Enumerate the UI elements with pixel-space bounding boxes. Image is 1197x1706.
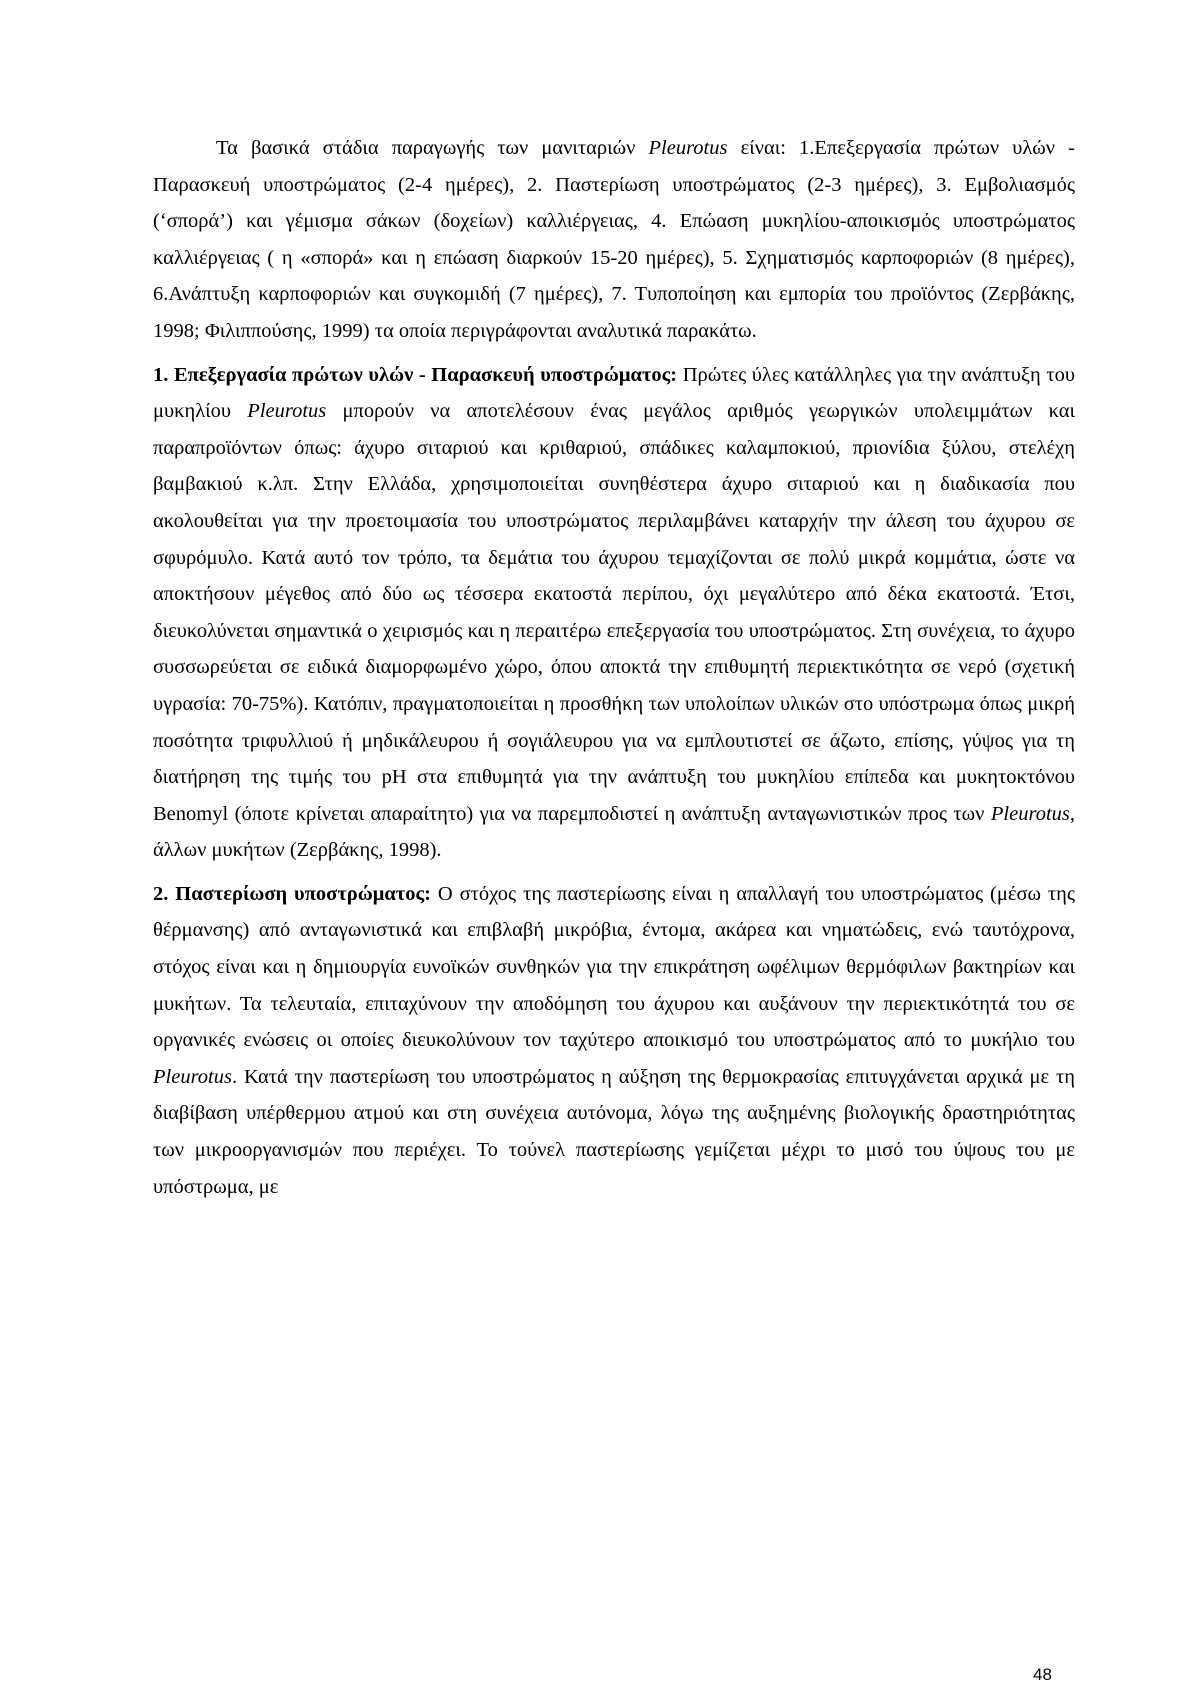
section-1-text-3: , άλλων μυκήτων (Ζερβάκης, 1998). [153,802,1075,862]
section-1-heading: 1. Επεξεργασία πρώτων υλών - Παρασκευή υποστρώματος: [153,363,678,386]
genus-name: Pleurotus [247,400,327,423]
section-1-text-2: μπορούν να αποτελέσουν ένας μεγάλος αριθμός γεωργικών υπολειμμάτων και παραπροϊόντων όπως: άχυρο σιταριού και κριθαριού, σπάδικες καλαμποκιού, πριονίδια ξύλου, στελέχη βαμβακιού κ.λπ. Στην Ελλάδα, χρησιμοποιείται συνηθέστερα άχυρο σιταριού και η διαδικασία που ακολουθείται για την προετοιμασία του υποστρώματος περιλαμβάνει καταρχήν την άλεση του άχυρου σε σφυρόμυλο. Κατά αυτό τον τρόπο, τα δεμάτια του άχυρου τεμαχίζονται σε πολύ μικρά κομμάτια, ώστε να αποκτήσουν μέγεθος από δύο ως τέσσερα εκατοστά περίπου, όχι μεγαλύτερο από δέκα εκατοστά. Έτσι, διευκολύνεται σημαντικά ο χειρισμός και η περαιτέρω επεξεργασία του υποστρώματος. Στη συνέχεια, το άχυρο συσσωρεύεται σε ειδικά διαμορφωμένο χώρο, όπου αποκτά την επιθυμητή περιεκτικότητα σε νερό (σχετική υγρασία: 70-75%). Κατόπιν, πραγματοποιείται η προσθήκη των υπολοίπων υλικών στο υπόστρωμα όπως μικρή ποσότητα τριφυλλιού ή μηδικάλευρου ή σογιάλευρου για να εμπλουτιστεί σε άζωτο, επίσης, γύψος για τη διατήρηση της τιμής του pH στα επιθυμητά για την ανάπτυξη του μυκηλίου επίπεδα και μυκητοκτόνου Benomyl (όποτε κρίνεται απαραίτητο) για να παρεμποδιστεί η ανάπτυξη ανταγωνιστικών προς των [153,400,1076,825]
section-1-text-1: Πρώτες ύλες κατάλληλες για την ανάπτυξη του μυκηλίου [153,363,1075,423]
section-1-paragraph [153,357,1075,869]
intro-paragraph [153,130,1075,350]
genus-name: Pleurotus [153,1065,232,1088]
section-2-text-1: Ο στόχος της παστερίωσης είναι η απαλλαγή του υποστρώματος (μέσω της θέρμανσης) από ανταγωνιστικά και επιβλαβή μικρόβια, έντομα, ακάρεα και νηματώδεις, ενώ ταυτόχρονα, στόχος είναι και η δημιουργία ευνοϊκών συνθηκών για την επικράτηση ωφέλιμων θερμόφιλων βακτηρίων και μυκήτων. Τα τελευταία, επιταχύνουν την αποδόμηση του άχυρου και αυξάνουν την περιεκτικότητά του σε οργανικές ενώσεις οι οποίες διευκολύνουν τον ταχύτερο αποικισμό του υποστρώματος από το μυκήλιο του [153,882,1076,1052]
section-2-text-2: . Κατά την παστερίωση του υποστρώματος η αύξηση της θερμοκρασίας επιτυγχάνεται αρχικά με τη διαβίβαση υπέρθερμου ατμού και στη συνέχεια αυτόνομα, λόγω της αυξημένης βιολογικής δραστηριότητας των μικροοργανισμών που περιέχει. Το τούνελ παστερίωσης γεμίζεται μέχρι το μισό του ύψους του με υπόστρωμα, με [153,1065,1075,1198]
page-number: 48 [1033,1665,1052,1684]
genus-name: Pleurotus [990,802,1070,825]
intro-text-2: είναι: 1.Επεξεργασία πρώτων υλών - Παρασκευή υποστρώματος (2-4 ημέρες), 2. Παστερίωση υποστρώματος (2-3 ημέρες), 3. Εμβολιασμός (‘σπορά’) και γέμισμα σάκων (δοχείων) καλλιέργειας, 4. Επώαση μυκηλίου-αποικισμός υποστρώματος καλλιέργειας ( η «σπορά» και η επώαση διαρκούν 15-20 ημέρες), 5. Σχηματισμός καρποφοριών (8 ημέρες), 6.Ανάπτυξη καρποφοριών και συγκομιδή (7 ημέρες), 7. Τυποποίηση και εμπορία του προϊόντος (Ζερβάκης, 1998; Φιλιππούσης, 1999) τα οποία περιγράφονται αναλυτικά παρακάτω. [153,137,1075,342]
intro-text-1: Τα βασικά στάδια παραγωγής των μανιταριών [216,137,649,159]
genus-name: Pleurotus [648,137,728,159]
section-2-heading: 2. Παστερίωση υποστρώματος: [153,882,431,905]
page-body [153,130,1075,1205]
section-2-paragraph [153,876,1075,1205]
